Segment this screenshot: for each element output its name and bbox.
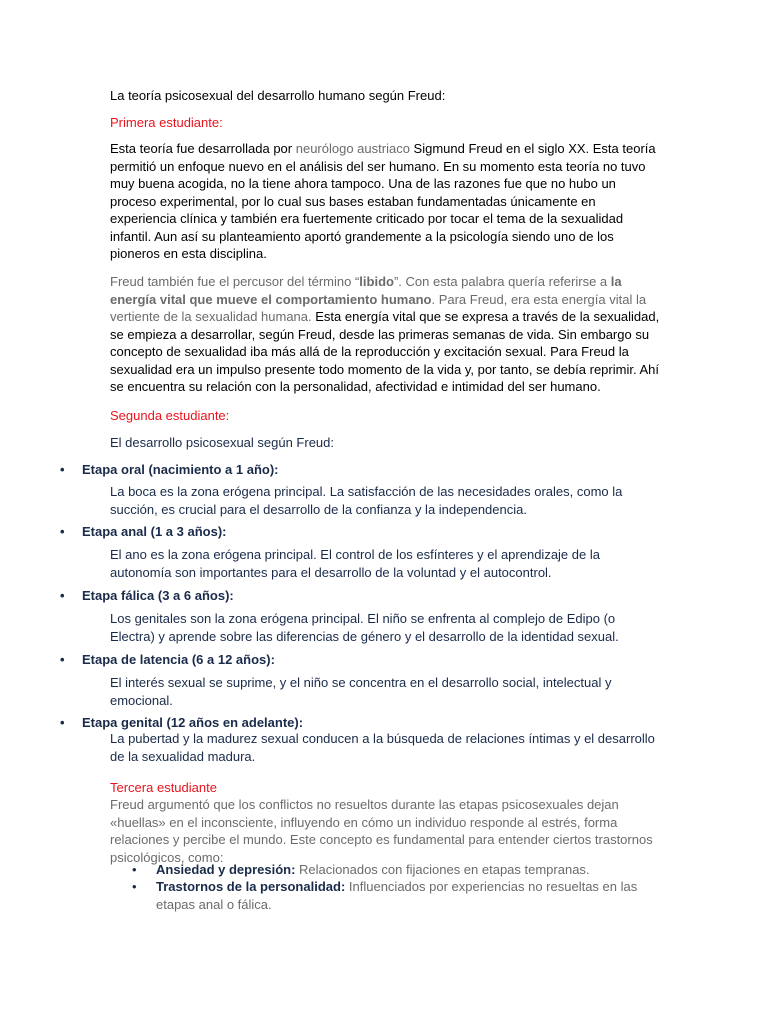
bullet-icon: • [132,862,137,877]
bullet-icon: • [60,652,65,667]
section1-paragraph2 [110,273,660,396]
p1-text-b: neurólogo austriaco [295,141,410,156]
disorder-item-personalidad: • Trastornos de la personalidad: Influenciados por experiencias no resueltas en las etapas anal o fálica. [132,879,638,912]
stage-title-anal: • Etapa anal (1 a 3 años): [60,524,227,539]
section3-heading: Tercera estudiante [110,780,217,795]
section1-paragraph1 [110,140,660,263]
stage-text-latencia: El interés sexual se suprime, y el niño se concentra en el desarrollo social, intelectual y emocional. [110,675,612,708]
stage-text-anal: El ano es la zona erógena principal. El control de los esfínteres y el aprendizaje de la autonomía son importantes para el desarrollo de la voluntad y el autocontrol. [110,547,600,580]
document-title: La teoría psicosexual del desarrollo humano según Freud: [110,88,446,103]
stage-title-falica: • Etapa fálica (3 a 6 años): [60,588,234,603]
p1-text-c: Sigmund Freud en el siglo XX. Esta teoría permitió un enfoque nuevo en el análisis del ser humano. En su momento esta teoría no tuvo muy buena acogida, no la tiene ahora tampoco. Una de las razones fue que no hubo un proceso experimental, por lo cual sus bases estaban fundamentadas únicamente en experiencia clínica y también era fuertemente criticado por tocar el tema de la sexualidad infantil. Aun así su planteamiento aportó grandemente a la psicología siendo uno de los pioneros en esta disciplina. [110,141,656,261]
stage-title-genital: • Etapa genital (12 años en adelante): [60,715,304,730]
bullet-icon: • [132,879,137,894]
stage-text-oral: La boca es la zona erógena principal. La satisfacción de las necesidades orales, como la succión, es crucial para el desarrollo de la confianza y la independencia. [110,484,623,517]
section1-heading: Primera estudiante: [110,115,223,130]
stage-title-latencia: • Etapa de latencia (6 a 12 años): [60,652,275,667]
p1-text-a: Esta teoría fue desarrollada por [110,141,296,156]
stage-text-falica: Los genitales son la zona erógena principal. El niño se enfrenta al complejo de Edipo (o Electra) y aprende sobre las diferencias de género y el desarrollo de la identidad sexual. [110,611,619,644]
bullet-icon: • [60,462,65,477]
bullet-icon: • [60,524,65,539]
stage-title-oral: • Etapa oral (nacimiento a 1 año): [60,462,279,477]
p2-text-a: Freud también fue el percusor del término “ [110,274,360,289]
stage-text-genital: La pubertad y la madurez sexual conducen a la búsqueda de relaciones íntimas y el desarrollo de la sexualidad madura. [110,731,655,764]
bullet-icon: • [60,715,65,730]
section2-heading: Segunda estudiante: [110,408,230,423]
section3-text: Freud argumentó que los conflictos no resueltos durante las etapas psicosexuales dejan «huellas» en el inconsciente, influyendo en cómo un individuo responde al estrés, forma relaciones y percibe el mundo. Este concepto es fundamental para entender ciertos trastornos psicológicos, como: [110,797,653,865]
section2-intro: El desarrollo psicosexual según Freud: [110,435,335,450]
disorder-item-ansiedad: • Ansiedad y depresión: Relacionados con fijaciones en etapas tempranas. [132,862,590,877]
p2-text-c: ”. Con esta palabra quería referirse a [393,274,611,289]
p2-text-f: Esta energía vital que se expresa a través de la sexualidad, se empieza a desarrollar, según Freud, desde las primeras semanas de vida. Sin embargo su concepto de sexualidad iba más allá de la reproducción y excitación sexual. Para Freud la sexualidad era un impulso presente todo momento de la vida y, por tanto, se debía reprimir. Ahí se encuentra su relación con la personalidad, afectividad e intimidad del ser humano. [110,309,660,394]
p2-text-d: la energía vital que mueve el comportamiento humano [110,274,622,307]
bullet-icon: • [60,588,65,603]
p2-text-e: . Para Freud, era esta energía vital la vertiente de la sexualidad humana. [110,291,647,324]
p2-text-b: libido [359,274,394,289]
